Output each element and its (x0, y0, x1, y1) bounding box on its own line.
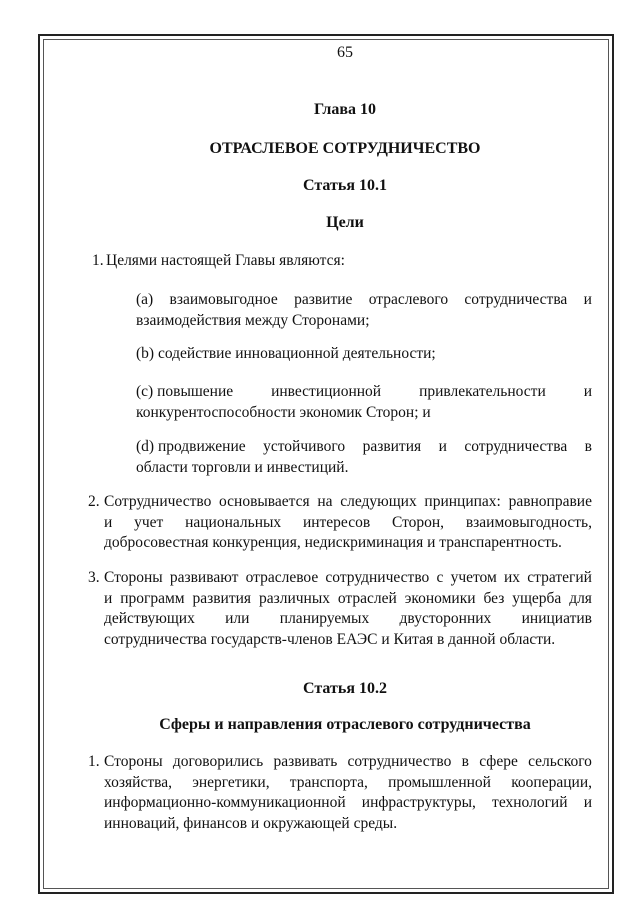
paragraph-line-3: добросовестная конкуренция, недискриминация и транспарентность. (104, 534, 562, 551)
paragraph-line-1: Стороны договорились развивать сотрудничество в сфере сельского (104, 753, 592, 770)
paragraph-line-4: сотрудничества государств-членов ЕАЭС и Китая в данной области. (104, 630, 556, 648)
paragraph-line-1: Сотрудничество основывается на следующих принципах: равноправие (104, 493, 592, 510)
chapter-title: Глава 10 (314, 101, 376, 118)
article-10-1-title: Статья 10.1 (303, 177, 387, 194)
subitem-a-line-1: (a) взаимовыгодное развитие отраслевого сотрудничества и (136, 291, 592, 308)
paragraph-line-4: инноваций, финансов и окружающей среды. (104, 814, 398, 832)
paragraph-number: 2. (88, 493, 100, 510)
article-10-2-subtitle: Сферы и направления отраслевого сотрудничества (159, 716, 531, 733)
paragraph-line-2: и учет национальных интересов Сторон, взаимовыгодность, (104, 513, 592, 531)
paragraph-line-3: информационно-коммуникационной инфраструктуры, технологий и (104, 794, 592, 811)
paragraph-10-1-3 (88, 568, 592, 652)
subitem-a-line-2: взаимодействия между Сторонами; (136, 311, 370, 329)
paragraph-10-2-1 (88, 752, 592, 836)
subitem-c-line-2: конкурентоспособности экономик Сторон; и (136, 403, 431, 421)
paragraph-number: 1. (92, 252, 104, 269)
subitem-c (136, 382, 592, 423)
chapter-name: ОТРАСЛЕВОЕ СОТРУДНИЧЕСТВО (209, 140, 481, 157)
paragraph-text: Целями настоящей Главы являются: (106, 252, 345, 269)
paragraph-line-2: хозяйства, энергетики, транспорта, промышленной кооперации, (104, 773, 592, 791)
subitem-d (136, 437, 592, 478)
subitem-a (136, 290, 592, 331)
subitem-d-line-2: области торговли и инвестиций. (136, 458, 349, 476)
paragraph-line-3: действующих или планируемых двусторонних инициатив (104, 610, 592, 627)
paragraph-line-1: Стороны развивают отраслевое сотрудничество с учетом их стратегий (104, 569, 592, 586)
paragraph-line-2: и программ развития различных отраслей экономики без ущерба для (104, 589, 592, 607)
paragraph-number: 1. (88, 753, 100, 770)
article-10-1-subtitle: Цели (326, 214, 364, 231)
subitem-b-line-1: (b) содействие инновационной деятельности; (136, 345, 436, 362)
paragraph-10-1-1 (92, 251, 592, 273)
page-number: 65 (337, 44, 353, 61)
subitem-c-line-1: (c) повышение инвестиционной привлекательности и (136, 383, 592, 400)
subitem-b (136, 344, 592, 365)
paragraph-number: 3. (88, 569, 100, 586)
paragraph-10-1-2 (88, 492, 592, 556)
article-10-2-title: Статья 10.2 (303, 680, 387, 697)
subitem-d-line-1: (d) продвижение устойчивого развития и сотрудничества в (136, 438, 592, 455)
